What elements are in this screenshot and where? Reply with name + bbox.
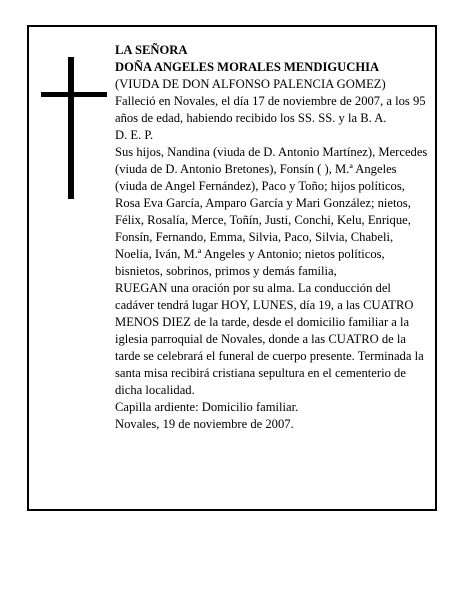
- dep: D. E. P.: [115, 128, 154, 142]
- heading: LA SEÑORA: [115, 43, 188, 57]
- widow-of: (VIUDA DE DON ALFONSO PALENCIA GOMEZ): [115, 77, 386, 91]
- cross-vertical-bar: [68, 57, 74, 199]
- date-line: Novales, 19 de noviembre de 2007.: [115, 417, 294, 431]
- cross-icon: [41, 57, 107, 199]
- obituary-frame: [27, 25, 437, 511]
- deceased-name: DOÑA ANGELES MORALES MENDIGUCHIA: [115, 60, 380, 74]
- funeral-request: RUEGAN una oración por su alma. La conducción del cadáver tendrá lugar HOY, LUNES, día 19, a las CUATRO MENOS DIEZ de la tarde, desde el domicilio familiar a la iglesia parroquial de Novales, donde a las CUATRO de la tarde se celebrará el funeral de cuerpo presente. Terminada la santa misa recibirá cristiana sepultura en el cementerio de dicha localidad.: [115, 281, 424, 397]
- cross-horizontal-bar: [41, 92, 107, 97]
- obituary-text: [115, 42, 431, 433]
- chapel-info: Capilla ardiente: Domicilio familiar.: [115, 400, 299, 414]
- family-list: Sus hijos, Nandina (viuda de D. Antonio Martínez), Mercedes (viuda de D. Antonio Bretones), Fonsín ( ), M.ª Angeles (viuda de Angel Fernández), Paco y Toño; hijos políticos, Rosa Eva García, Amparo García y Mari González; nietos, Félix, Rosalía, Merce, Toñín, Justi, Conchi, Kelu, Enrique, Fonsín, Fernando, Emma, Silvia, Paco, Silvia, Chabeli, Noelia, Iván, M.ª Angeles y Antonio; nietos políticos, bisnietos, sobrinos, primos y demás familia,: [115, 145, 428, 278]
- death-statement: Falleció en Novales, el día 17 de noviembre de 2007, a los 95 años de edad, habiendo recibido los SS. SS. y la B. A.: [115, 94, 426, 125]
